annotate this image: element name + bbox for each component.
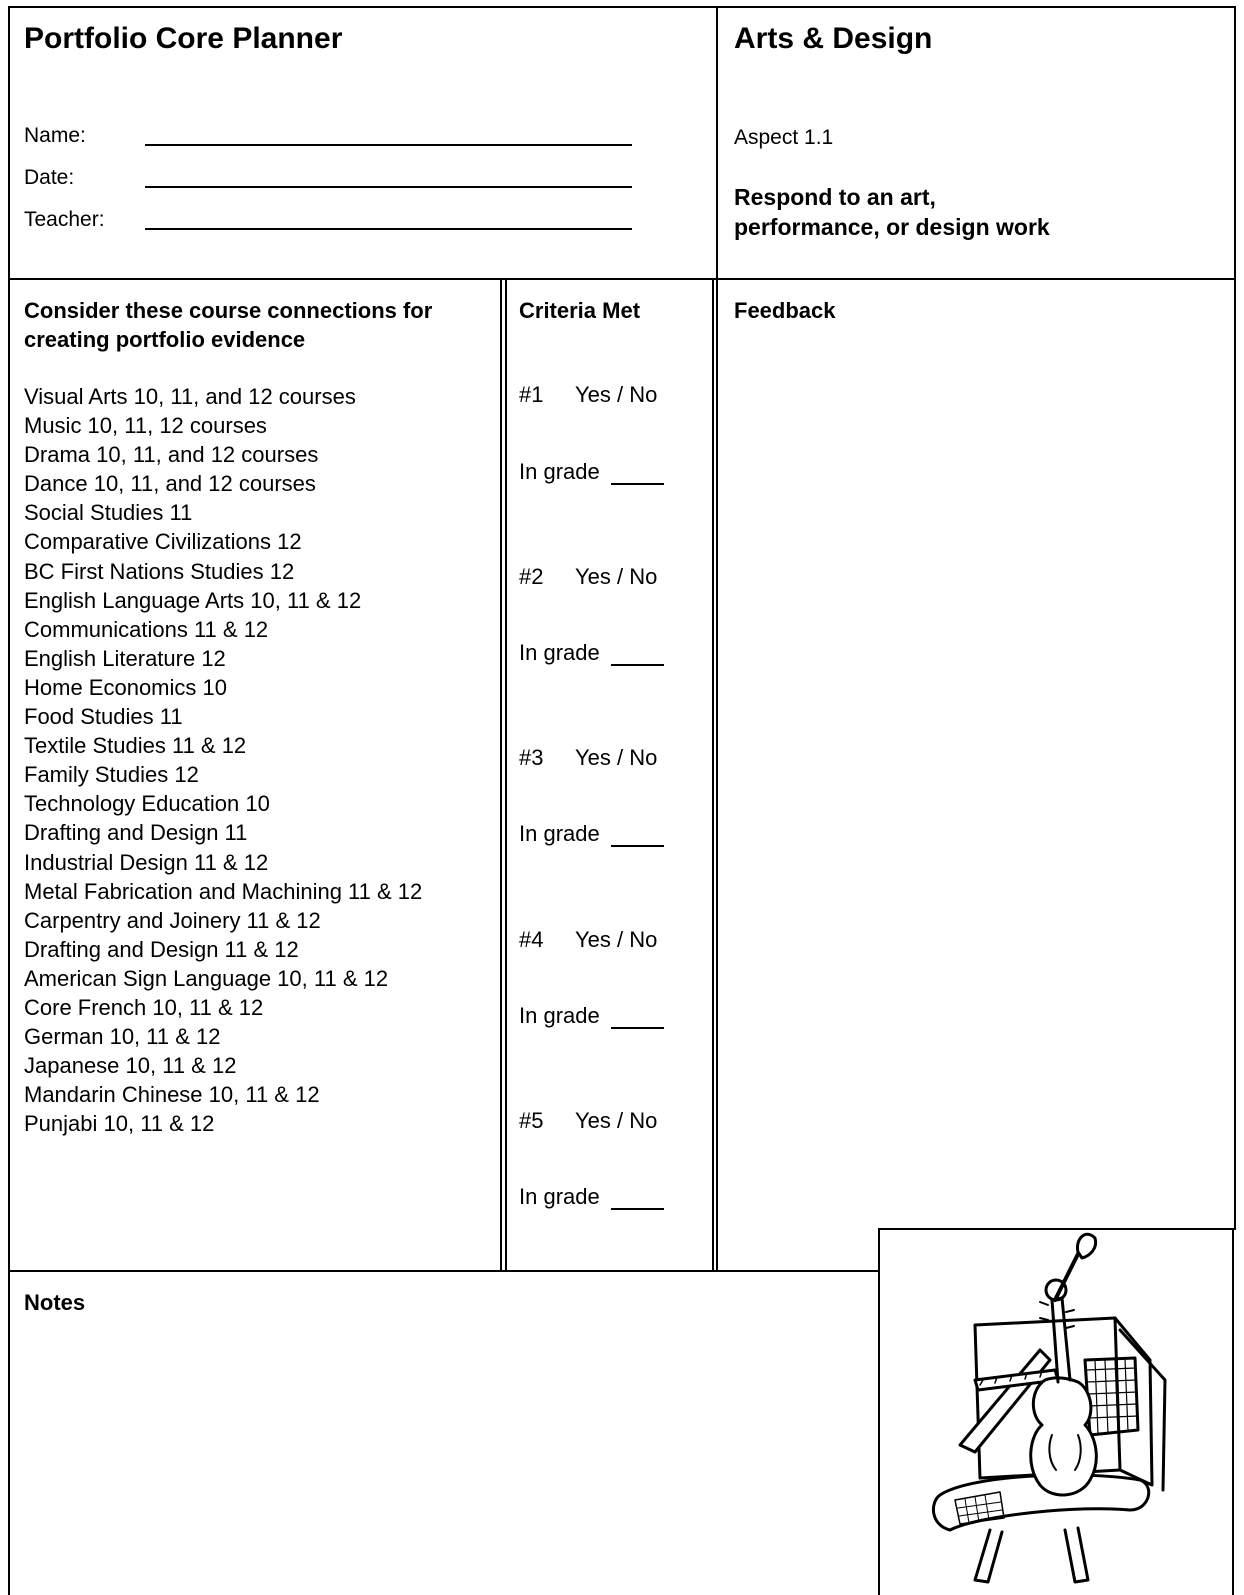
criterion-2-grade-label: In grade	[519, 640, 600, 665]
criterion-5-number: #5	[519, 1108, 544, 1133]
list-item: Japanese 10, 11 & 12	[24, 1053, 237, 1079]
list-item: Family Studies 12	[24, 762, 199, 788]
criterion-4-grade-field[interactable]	[611, 1005, 664, 1029]
list-item: American Sign Language 10, 11 & 12	[24, 965, 389, 991]
list-item: English Literature 12	[24, 645, 226, 671]
criterion-3-choice[interactable]: Yes / No	[575, 745, 658, 770]
list-item: Visual Arts 10, 11, and 12 courses	[24, 384, 356, 409]
aspect-description-line1: Respond to an art,	[734, 184, 936, 210]
list-item: Social Studies 11	[24, 500, 193, 526]
aspect-description-line2: performance, or design work	[734, 214, 1050, 240]
list-item: Drafting and Design 11 & 12	[24, 936, 299, 962]
list-item: Carpentry and Joinery 11 & 12	[24, 907, 321, 933]
course-list	[24, 382, 422, 1138]
list-item: Mandarin Chinese 10, 11 & 12	[24, 1082, 320, 1108]
criterion-4-grade-label: In grade	[519, 1003, 600, 1028]
list-item: Drama 10, 11, and 12 courses	[24, 442, 319, 468]
page-title: Portfolio Core Planner	[24, 22, 343, 55]
list-item: Music 10, 11, 12 courses	[24, 413, 267, 439]
criterion-5-grade-field[interactable]	[611, 1186, 664, 1210]
divider-criteria-a	[500, 278, 502, 1272]
list-item: BC First Nations Studies 12	[24, 558, 295, 584]
outer-border-left	[8, 6, 10, 1595]
outer-border-top	[8, 6, 1236, 8]
criterion-4-choice[interactable]: Yes / No	[575, 927, 658, 952]
name-field[interactable]	[145, 122, 632, 146]
subject-title: Arts & Design	[734, 22, 933, 55]
notes-heading: Notes	[24, 1290, 86, 1315]
connections-heading	[24, 296, 432, 354]
list-item: Core French 10, 11 & 12	[24, 994, 264, 1020]
criterion-2-number: #2	[519, 564, 544, 589]
list-item: Home Economics 10	[24, 674, 227, 700]
illustration-box	[878, 1228, 1234, 1595]
criterion-3-number: #3	[519, 745, 544, 770]
criterion-3-grade-field[interactable]	[611, 823, 664, 847]
list-item: Dance 10, 11, and 12 courses	[24, 471, 316, 497]
list-item: Comparative Civilizations 12	[24, 529, 302, 555]
divider-header	[8, 278, 1236, 280]
list-item: Food Studies 11	[24, 704, 183, 730]
teacher-field[interactable]	[145, 206, 632, 230]
criterion-2-choice[interactable]: Yes / No	[575, 564, 658, 589]
divider-criteria-b	[505, 278, 507, 1272]
feedback-area[interactable]	[730, 340, 1220, 1220]
list-item: Drafting and Design 11	[24, 820, 248, 846]
criterion-5-choice[interactable]: Yes / No	[575, 1108, 658, 1133]
connections-heading-line2: creating portfolio evidence	[24, 327, 306, 352]
outer-border-right	[1234, 6, 1236, 1230]
connections-heading-line1: Consider these course connections for	[24, 298, 433, 323]
list-item: German 10, 11 & 12	[24, 1024, 221, 1050]
teacher-label: Teacher:	[24, 208, 105, 231]
date-label: Date:	[24, 166, 75, 189]
divider-feedback-a	[712, 278, 714, 1272]
criterion-3-grade-label: In grade	[519, 821, 600, 846]
criterion-4-number: #4	[519, 927, 544, 952]
list-item: English Language Arts 10, 11 & 12	[24, 587, 362, 613]
aspect-description	[734, 182, 1050, 242]
date-field[interactable]	[145, 164, 632, 188]
notes-area[interactable]	[20, 1330, 860, 1580]
criterion-1-number: #1	[519, 382, 544, 407]
list-item: Technology Education 10	[24, 791, 270, 817]
list-item: Punjabi 10, 11 & 12	[24, 1111, 215, 1137]
criterion-1-choice[interactable]: Yes / No	[575, 382, 658, 407]
divider-aspect	[716, 6, 718, 1272]
criterion-5-grade-label: In grade	[519, 1184, 600, 1209]
criterion-2-grade-field[interactable]	[611, 642, 664, 666]
divider-notes	[8, 1270, 878, 1272]
name-label: Name:	[24, 124, 86, 147]
criteria-heading: Criteria Met	[519, 298, 641, 323]
list-item: Metal Fabrication and Machining 11 & 12	[24, 878, 423, 904]
easel-violin-paintbrush-icon	[880, 1230, 1232, 1595]
list-item: Textile Studies 11 & 12	[24, 733, 247, 759]
list-item: Communications 11 & 12	[24, 616, 269, 642]
criterion-1-grade-field[interactable]	[611, 461, 664, 485]
criterion-1-grade-label: In grade	[519, 459, 600, 484]
list-item: Industrial Design 11 & 12	[24, 849, 269, 875]
feedback-heading: Feedback	[734, 298, 836, 323]
aspect-label: Aspect 1.1	[734, 126, 834, 149]
